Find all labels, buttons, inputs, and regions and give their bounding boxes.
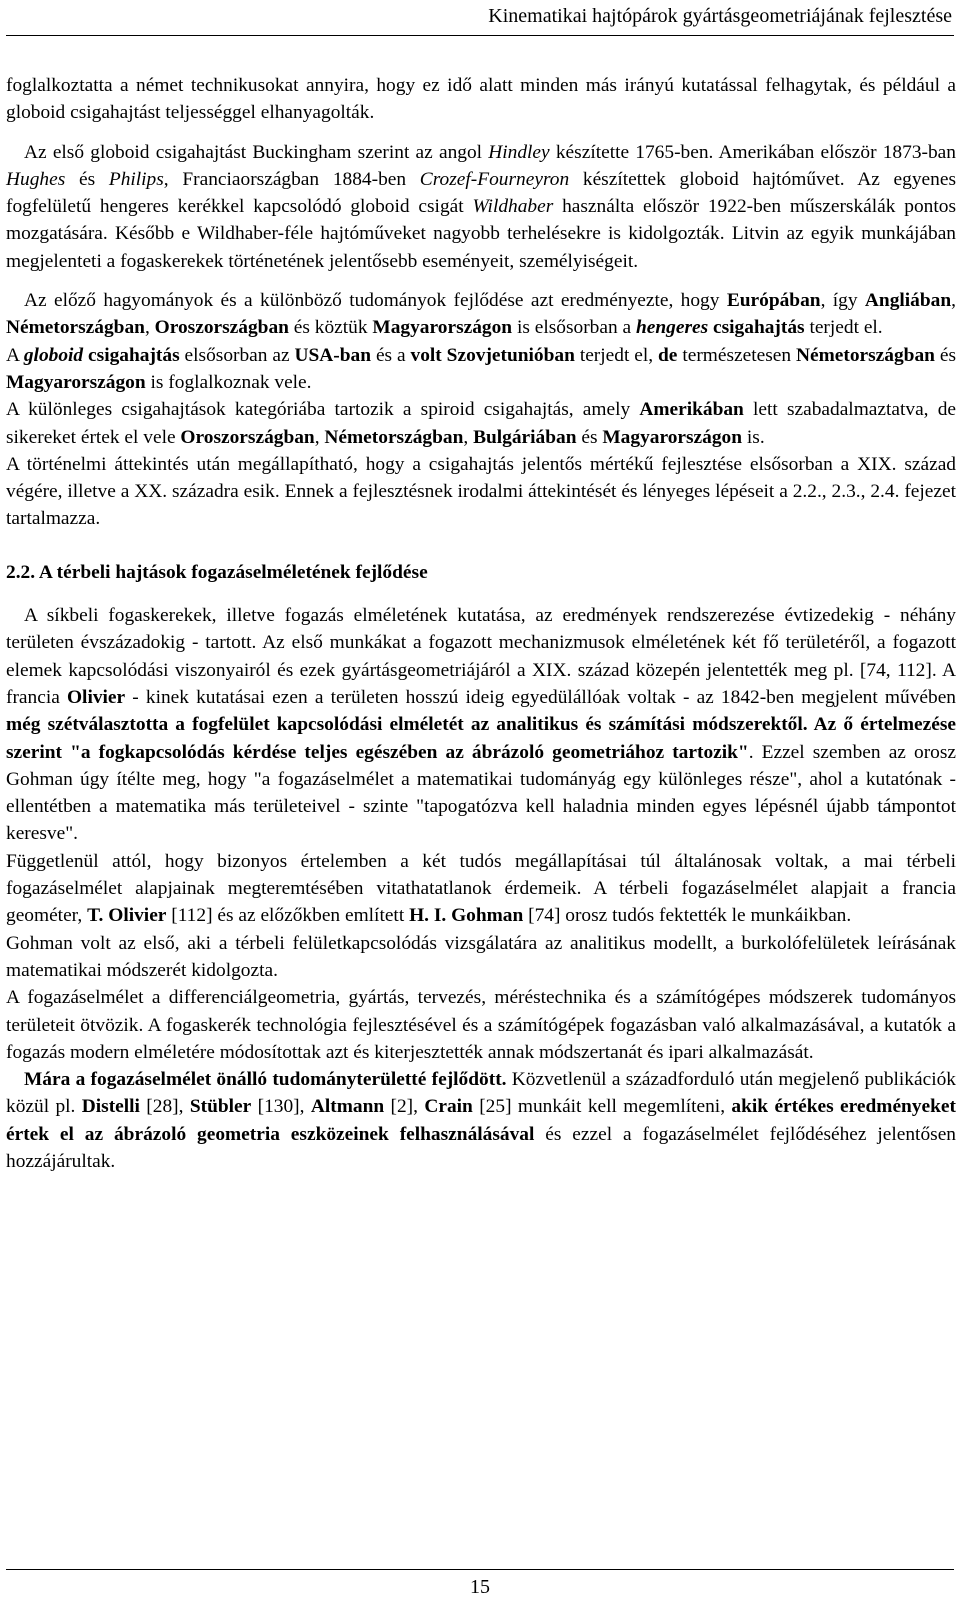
- text-run: készítette 1765-ben. Amerikában először 1873-ban: [549, 141, 956, 163]
- text-run: , így: [820, 290, 865, 312]
- running-header: Kinematikai hajtópárok gyártásgeometriájának fejlesztése: [488, 5, 952, 27]
- person-name-italic: Hindley: [488, 141, 550, 163]
- section-number: 2.2.: [6, 561, 36, 583]
- bold-text: Oroszországban: [154, 317, 289, 339]
- text-run: [2],: [384, 1096, 425, 1118]
- text-run: , Franciaországban 1884-ben: [163, 168, 420, 190]
- bold-text: akik értékes eredményeket értek el az ábrázoló geometria eszközeinek felhasználásával: [6, 1096, 956, 1145]
- paragraph-4: [6, 342, 956, 397]
- text-run: is elsősorban a: [512, 317, 636, 339]
- text-run: és a: [371, 344, 411, 366]
- page-number: 15: [470, 1576, 490, 1598]
- text-run: ,: [951, 290, 956, 312]
- bold-text: Magyarországon: [372, 317, 513, 339]
- text-run: használta először 1922-ben műszerskálák pontos mozgatására. Később e Wildhaber-féle hajtóműveket nagyobb terhelésekre is kidolgozták. Litvin az egyik munkájában megjelenteti a fogaskerekek történetének jelentősebb eseményeit, személyiségeit.: [6, 196, 956, 272]
- text-run: Közvetlenül a századforduló után megjelenő publikációk közül pl.: [6, 1069, 956, 1118]
- text-run: - kinek kutatásai ezen a területen hosszú ideig egyedülállóak voltak - az 1842-ben megjelent művében: [125, 686, 956, 708]
- person-name-italic: Crozef-Fourneyron: [419, 168, 570, 190]
- paragraph-3: [6, 287, 956, 342]
- text-run: lett szabadalmaztatva, de sikereket értek el vele: [6, 399, 956, 448]
- text-run: elsősorban az: [179, 344, 295, 366]
- bold-text: Angliában: [864, 290, 952, 312]
- text-run: ,: [314, 426, 325, 448]
- footer-divider: [6, 1569, 954, 1570]
- text-run: is.: [742, 426, 765, 448]
- paragraph-9: [6, 930, 956, 985]
- bold-text: Oroszországban: [180, 426, 315, 448]
- bold-text: Stübler: [189, 1096, 252, 1118]
- text-run: [25] munkáit kell megemlíteni,: [472, 1096, 732, 1118]
- bold-text: Németországban: [324, 426, 464, 448]
- bold-text: Altmann: [310, 1096, 385, 1118]
- text-run: A fogazáselmélet a differenciálgeometria, gyártás, tervezés, méréstechnika és a számítógépes módszerek tudományos területeit ötvözik. A fogaskerék technológia fejlesztésével és a számítógépek fogazásban való alkalmazásával, a kutatók a fogazás modern elméletére módosítottak azt és kiterjesztették annak módszertanát és ipari alkalmazását.: [6, 987, 956, 1063]
- text-run: A különleges csigahajtások kategóriába tartozik a spiroid csigahajtás, amely: [6, 399, 640, 421]
- paragraph-11: [6, 1066, 956, 1175]
- text-run: [130],: [251, 1096, 311, 1118]
- text-run: [28],: [139, 1096, 190, 1118]
- person-name-italic: Philips: [108, 168, 164, 190]
- paragraph-5: [6, 396, 956, 451]
- text-run: A síkbeli fogaskerekek, illetve fogazás elméletének kutatása, az eredmények rendszerezése évtizedekig - néhány területen évszázadokig - tartott. Az első munkákat a fogazott mechanizmusok elméletének két fő területéről, a fogazott elemek kapcsolódási viszonyairól és ezek gyártásgeometriájáról a XIX. század közepén jelentették meg pl. [74, 112]. A francia: [6, 605, 956, 708]
- paragraph-6: [6, 451, 956, 533]
- text-run: ,: [144, 317, 155, 339]
- text-run: [112] és az előzőkben említett: [166, 905, 410, 927]
- bold-text: Európában: [726, 290, 821, 312]
- page-body: [6, 72, 956, 1175]
- text-run: foglalkoztatta a német technikusokat annyira, hogy ez idő alatt minden más irányú kutatással felhagytak, és például a globoid csigahajtást teljességgel elhanyagolták.: [6, 75, 956, 124]
- text-run: készítettek globoid hajtóművet. Az egyenes fogfelületű hengeres kerékkel kapcsolódó globoid csigát: [6, 168, 956, 218]
- paragraph-2: [6, 139, 956, 275]
- bold-text: Amerikában: [639, 399, 744, 421]
- bold-text: még szétválasztotta a fogfelület kapcsolódási elméletét az analitikus és számítási módszerektől. Az ő értelmezése szerint "a fogkapcsolódás kérdése teljes egészében az ábrázoló geometriához tartozik": [6, 714, 956, 763]
- bold-text: Crain: [424, 1096, 473, 1118]
- paragraph-8: [6, 848, 956, 930]
- text-run: természetesen: [677, 344, 796, 366]
- text-run: terjedt el.: [804, 317, 883, 339]
- paragraph-1: [6, 72, 956, 127]
- text-run: Gohman volt az első, aki a térbeli felületkapcsolódás vizsgálatára az analitikus modellt, a burkolófelületek leírásának matematikai módszerét kidolgozta.: [6, 932, 956, 981]
- text-run: is foglalkoznak vele.: [145, 371, 312, 393]
- text-run: Függetlenül attól, hogy bizonyos értelemben a két tudós megállapításai túl általánosak voltak, a mai térbeli fogazáselmélet alapjainak megteremtésében vitathatatlanok érdemeik. A térbeli fogazáselmélet alapjait a francia geométer,: [6, 850, 956, 927]
- text-run: terjedt el,: [574, 344, 659, 366]
- text-run: és ezzel a fogazáselmélet fejlődéséhez jelentősen hozzájárultak.: [6, 1123, 956, 1172]
- text-run: A: [6, 344, 24, 366]
- bold-text: Magyarországon: [6, 371, 146, 393]
- bold-text: H. I. Gohman: [409, 905, 524, 927]
- text-run: és köztük: [288, 317, 373, 339]
- bold-italic-text: hengeres: [635, 317, 709, 339]
- bold-text: csigahajtás: [88, 344, 180, 366]
- bold-text: Németországban: [6, 317, 145, 339]
- section-heading: [6, 559, 956, 586]
- bold-text: Distelli: [81, 1096, 140, 1118]
- text-run: ,: [463, 426, 474, 448]
- bold-text: Bulgáriában: [473, 426, 577, 448]
- bold-text: Mára a fogazáselmélet önálló tudományterületté fejlődött.: [24, 1069, 507, 1091]
- text-run: [74] orosz tudós fektették le munkáikban.: [523, 905, 852, 927]
- text-run: A történelmi áttekintés után megállapítható, hogy a csigahajtás jelentős mértékű fejlesztése elsősorban a XIX. század végére, illetve a XX. századra esik. Ennek a fejlesztésnek irodalmi áttekintését és lényeges lépéseit a 2.2., 2.3., 2.4. fejezet tartalmazza.: [6, 453, 956, 530]
- person-name-italic: Hughes: [6, 168, 66, 190]
- text-run: Az előző hagyományok és a különböző tudományok fejlődése azt eredményezte, hogy: [24, 290, 727, 312]
- text-run: és: [576, 426, 603, 448]
- section-title: A térbeli hajtások fogazáselméletének fejlődése: [38, 561, 428, 583]
- bold-text: T. Olivier: [87, 905, 167, 927]
- paragraph-7: [6, 602, 956, 848]
- bold-text: Magyarországon: [602, 426, 743, 448]
- bold-text: USA-ban: [294, 344, 372, 366]
- bold-text: volt Szovjetunióban: [410, 344, 575, 366]
- bold-italic-text: globoid: [23, 344, 84, 366]
- header-divider: [6, 35, 954, 36]
- person-name-italic: Wildhaber: [472, 196, 554, 218]
- text-run: és: [65, 168, 109, 190]
- text-run: és: [934, 344, 957, 366]
- paragraph-10: [6, 984, 956, 1066]
- text-run: Az első globoid csigahajtást Buckingham szerint az angol: [24, 141, 489, 163]
- bold-text: Olivier: [66, 686, 126, 708]
- text-run: . Ezzel szemben az orosz Gohman úgy ítélte meg, hogy "a fogazáselmélet a matematikai tudományág egy különleges része", ahol a kutatónak - ellentétben a matematika más területeivel - szinte "tapogatózva kell haladnia minden egyes lépésnél újabb támpontot keresve".: [6, 741, 956, 845]
- bold-text: csigahajtás: [713, 317, 805, 339]
- bold-text: Németországban: [796, 344, 935, 366]
- bold-text: de: [658, 344, 678, 366]
